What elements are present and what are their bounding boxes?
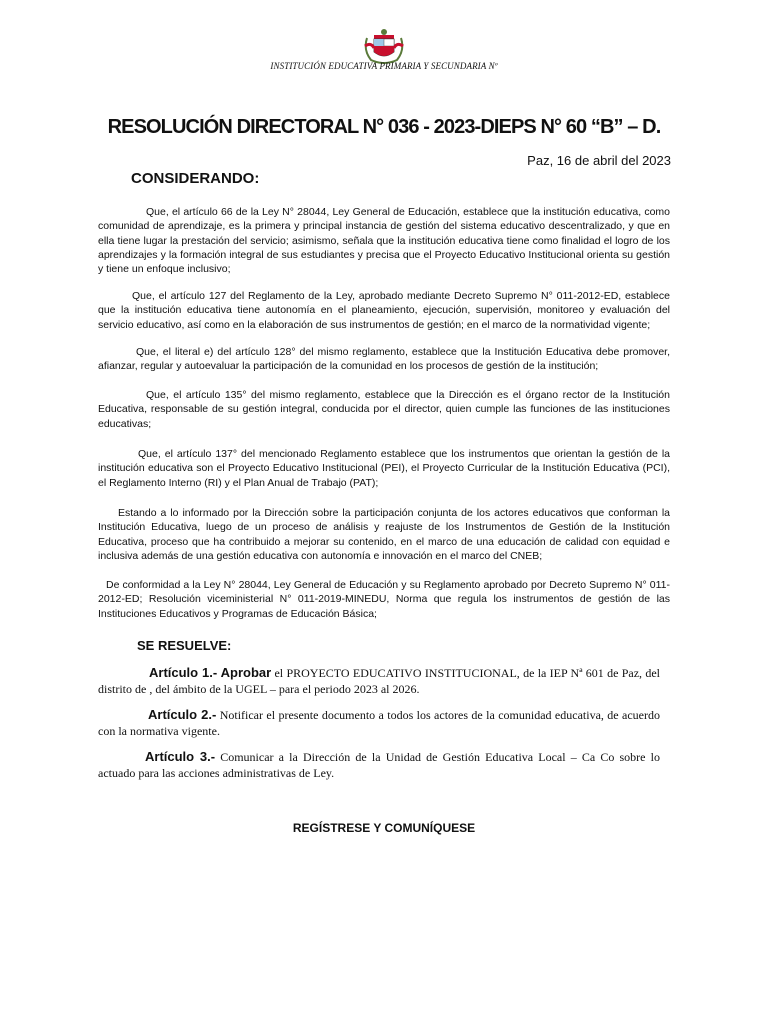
considerando-heading: CONSIDERANDO:: [131, 170, 260, 187]
article-2-label: Artículo 2.-: [148, 707, 217, 722]
national-seal-icon: [359, 26, 409, 66]
school-name: INSTITUCIÓN EDUCATIVA PRIMARIA Y SECUNDARIA Nº: [270, 61, 498, 71]
considerando-paragraph: Que, el artículo 135° del mismo reglamento, establece que la Dirección es el órgano rector de la Institución Educativa, responsable de su gestión integral, conducida por el director, quien cumple las funciones de las instituciones educativas;: [98, 389, 670, 430]
article-1: [98, 665, 660, 697]
considerando-paragraph: Estando a lo informado por la Dirección sobre la participación conjunta de los actores educativos que conforman la Institución Educativa, luego de un proceso de análisis y reajuste de los Instrumentos de Gestión de la Institución Educativa, proceso que ha contribuido a mejorar su contenido, en el marco de una educación de calidad con equidad e inclusiva además de una gestión educativa con autonomía e innovación en el marco del CNEB;: [98, 507, 670, 562]
considerando-paragraph: De conformidad a la Ley N° 28044, Ley General de Educación y su Reglamento aprobado por Decreto Supremo N° 011-2012-ED; Resolución viceministerial N° 011-2019-MINEDU, Norma que regula los instrumentos de gestión de las Instituciones Educativos y Programas de Educación Básica;: [98, 579, 670, 620]
considerando-paragraph: Que, el artículo 66 de la Ley N° 28044, Ley General de Educación, establece que la institución educativa, como comunidad de aprendizaje, es la primera y principal instancia de gestión del sistema educativo descentralizado, y que en ella tiene lugar la prestación del servicio; asimismo, señala que la institución educativa tiene como finalidad el logro de los aprendizajes y la formación integral de sus estudiantes y precisa que el Proyecto Educativo Institucional orienta su gestión y tiene un enfoque inclusivo;: [98, 206, 670, 276]
considerando-paragraph: Que, el artículo 127 del Reglamento de la Ley, aprobado mediante Decreto Supremo N° 011-2012-ED, establece que la institución educativa tiene autonomía en el planeamiento, ejecución, supervisión, monitoreo y evaluación del servicio educativo, así como en la elaboración de sus instrumentos de gestión; en el marco de la normatividad vigente;: [98, 290, 670, 331]
article-1-text: el PROYECTO EDUCATIVO INSTITUCIONAL, de la IEP Nª 601 de Paz, del distrito de , del ámbito de la UGEL – para el periodo 2023 al 2026.: [98, 666, 660, 696]
considerando-paragraph: Que, el artículo 137° del mencionado Reglamento establece que los instrumentos que orientan la gestión de la institución educativa son el Proyecto Educativo Institucional (PEI), el Proyecto Curricular de la Institución Educativa (PCI), el Reglamento Interno (RI) y el Plan Anual de Trabajo (PAT);: [98, 448, 670, 489]
article-3-text: Comunicar a la Dirección de la Unidad de Gestión Educativa Local – Ca Co sobre lo actuado para las acciones administrativas de Ley.: [98, 750, 660, 780]
se-resuelve-heading: SE RESUELVE:: [137, 638, 232, 653]
article-3: [98, 749, 660, 781]
closing-text: REGÍSTRESE Y COMUNÍQUESE: [292, 821, 476, 835]
article-2: [98, 707, 660, 739]
article-2-text: Notificar el presente documento a todos los actores de la comunidad educativa, de acuerdo con la normativa vigente.: [98, 708, 660, 738]
article-3-label: Artículo 3.-: [145, 749, 216, 764]
resolution-date: Paz, 16 de abril del 2023: [527, 153, 671, 168]
article-1-label: Artículo 1.- Aprobar: [149, 665, 272, 680]
considerando-paragraph: Que, el literal e) del artículo 128° del mismo reglamento, establece que la Institución Educativa debe promover, afianzar, regular y autoevaluar la participación de la comunidad en los procesos de gestión de la institución;: [98, 346, 670, 373]
resolution-title: RESOLUCIÓN DIRECTORAL N° 036 - 2023-DIEPS N° 60 “B” – D.: [107, 116, 661, 138]
